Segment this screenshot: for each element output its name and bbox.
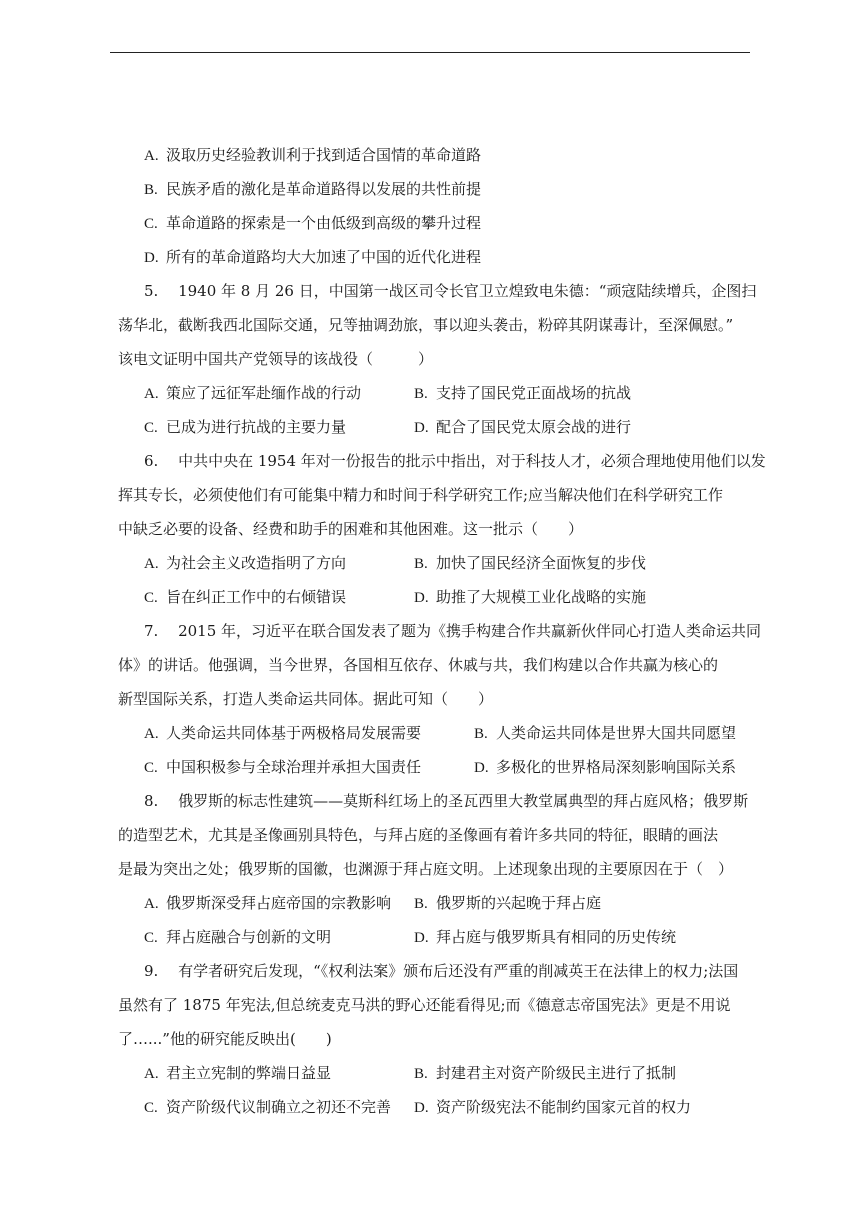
q6-stem-line-3: 中缺乏必要的设备、经费和助手的困难和其他困难。这一批示（ ） [118, 520, 584, 538]
q6-option-a: A. 为社会主义改造指明了方向 [144, 554, 347, 572]
q5-stem-line-2: 荡华北，截断我西北国际交通，兄等抽调劲旅，事以迎头袭击，粉碎其阴谋毒计，至深佩慰。” [118, 316, 734, 334]
q5-option-c: C. 已成为进行抗战的主要力量 [144, 418, 347, 436]
q6-stem-line-1: 6. 中共中央在 1954 年对一份报告的批示中指出，对于科技人才，必须合理地使用他们以发 [144, 452, 766, 470]
q5-stem-line-1: 5. 1940 年 8 月 26 日，中国第一战区司令长官卫立煌致电朱德：“顽寇陆续增兵，企图扫 [144, 282, 757, 300]
q7-option-d: D. 多极化的世界格局深刻影响国际关系 [474, 758, 737, 776]
q9-option-d: D. 资产阶级宪法不能制约国家元首的权力 [414, 1098, 692, 1116]
q8-option-c: C. 拜占庭融合与创新的文明 [144, 928, 332, 946]
q4-option-c: C. 革命道路的探索是一个由低级到高级的攀升过程 [144, 214, 482, 232]
q7-stem-line-1: 7. 2015 年，习近平在联合国发表了题为《携手构建合作共赢新伙伴同心打造人类命运共同 [144, 622, 762, 640]
q9-option-b: B. 封建君主对资产阶级民主进行了抵制 [414, 1064, 677, 1082]
q6-option-b: B. 加快了国民经济全面恢复的步伐 [414, 554, 647, 572]
q6-option-c: C. 旨在纠正工作中的右倾错误 [144, 588, 347, 606]
q9-stem-line-1: 9. 有学者研究后发现，“《权利法案》颁布后还没有严重的削减英王在法律上的权力;法国 [144, 962, 739, 980]
q6-option-d: D. 助推了大规模工业化战略的实施 [414, 588, 647, 606]
q7-option-b: B. 人类命运共同体是世界大国共同愿望 [474, 724, 737, 742]
q8-option-b: B. 俄罗斯的兴起晚于拜占庭 [414, 894, 602, 912]
q4-option-a: A. 汲取历史经验教训利于找到适合国情的革命道路 [144, 146, 482, 164]
q4-option-b: B. 民族矛盾的激化是革命道路得以发展的共性前提 [144, 180, 482, 198]
q8-stem-line-2: 的造型艺术，尤其是圣像画别具特色，与拜占庭的圣像画有着许多共同的特征，眼睛的画法 [118, 826, 719, 844]
q5-option-b: B. 支持了国民党正面战场的抗战 [414, 384, 632, 402]
q5-option-a: A. 策应了远征军赴缅作战的行动 [144, 384, 362, 402]
q9-option-a: A. 君主立宪制的弊端日益显 [144, 1064, 332, 1082]
q7-stem-line-3: 新型国际关系，打造人类命运共同体。据此可知（ ） [118, 690, 494, 708]
q7-stem-line-2: 体》的讲话。他强调，当今世界，各国相互依存、休戚与共，我们构建以合作共赢为核心的 [118, 656, 719, 674]
q7-option-a: A. 人类命运共同体基于两极格局发展需要 [144, 724, 422, 742]
header-rule [110, 52, 750, 53]
q8-option-d: D. 拜占庭与俄罗斯具有相同的历史传统 [414, 928, 677, 946]
q8-stem-line-1: 8. 俄罗斯的标志性建筑——莫斯科红场上的圣瓦西里大教堂属典型的拜占庭风格；俄罗斯 [144, 792, 749, 810]
q5-stem-line-3: 该电文证明中国共产党领导的该战役（ ） [118, 350, 434, 368]
q5-option-d: D. 配合了国民党太原会战的进行 [414, 418, 632, 436]
q9-stem-line-3: 了…...”他的研究能反映出( ) [118, 1030, 332, 1048]
q8-option-a: A. 俄罗斯深受拜占庭帝国的宗教影响 [144, 894, 392, 912]
q7-option-c: C. 中国积极参与全球治理并承担大国责任 [144, 758, 422, 776]
q6-stem-line-2: 挥其专长，必须使他们有可能集中精力和时间于科学研究工作;应当解决他们在科学研究工作 [118, 486, 724, 504]
q9-option-c: C. 资产阶级代议制确立之初还不完善 [144, 1098, 392, 1116]
q9-stem-line-2: 虽然有了 1875 年宪法,但总统麦克马洪的野心还能看得见;而《德意志帝国宪法》更是不用说 [118, 996, 731, 1014]
q8-stem-line-3: 是最为突出之处；俄罗斯的国徽，也渊源于拜占庭文明。上述现象出现的主要原因在于（ ） [118, 860, 734, 878]
q4-option-d: D. 所有的革命道路均大大加速了中国的近代化进程 [144, 248, 482, 266]
